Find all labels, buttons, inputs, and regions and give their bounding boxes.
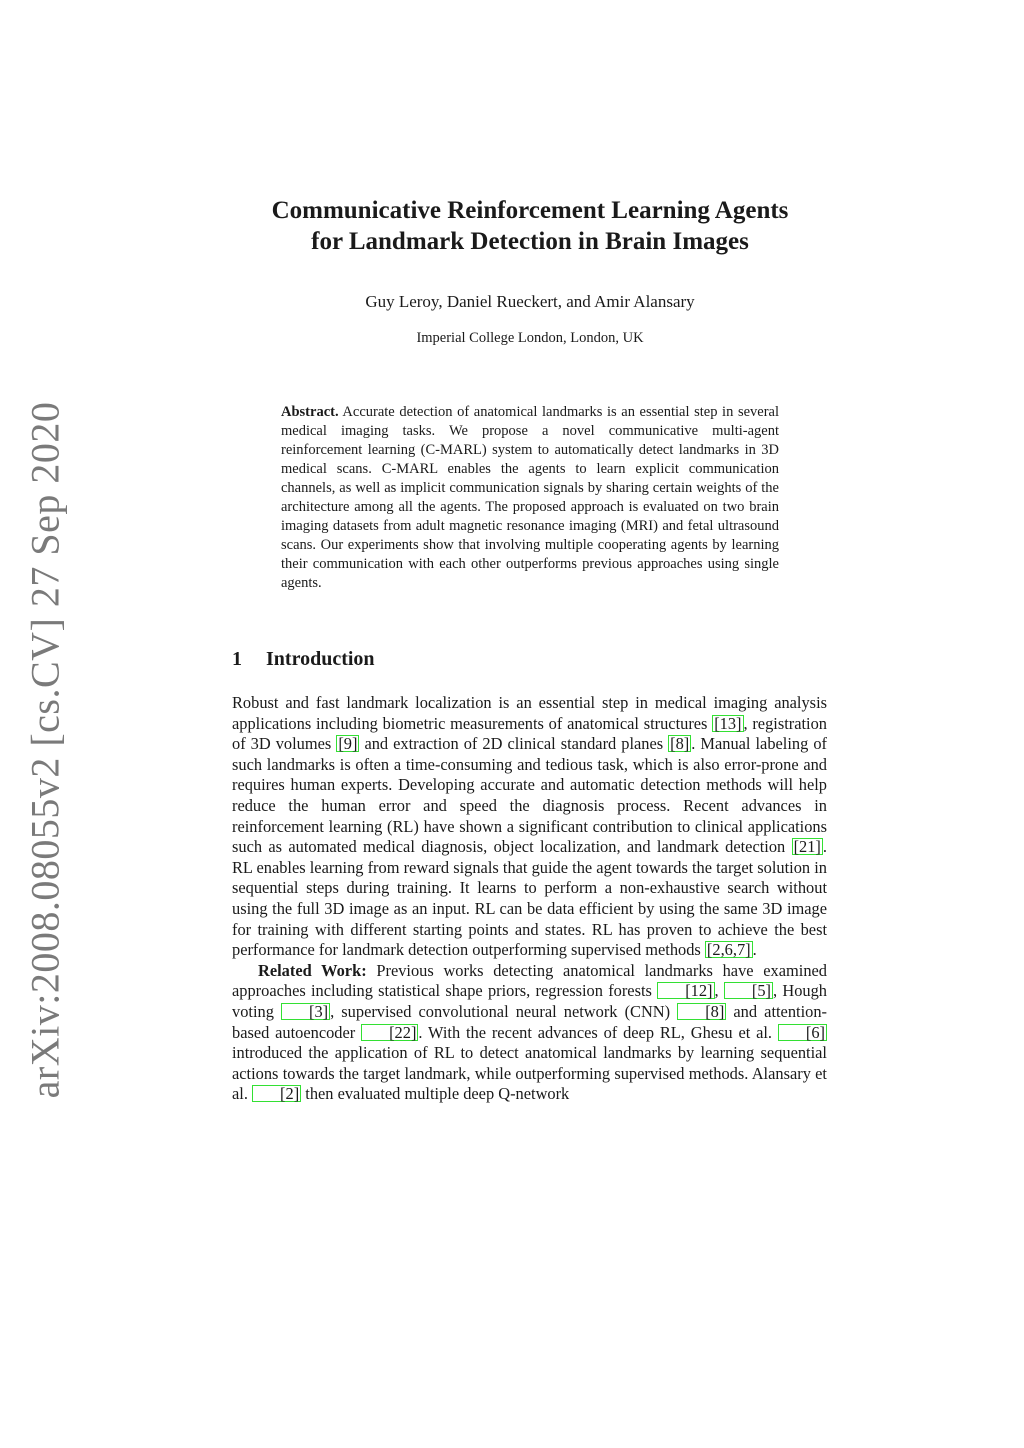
related-text: ,: [714, 981, 724, 1001]
section-number: 1: [232, 648, 242, 670]
intro-text: , registration of 3D volumes: [232, 713, 827, 754]
arxiv-identifier: arXiv:2008.08055v2 [cs.CV] 27 Sep 2020: [22, 401, 68, 1099]
citation-link[interactable]: [5]: [724, 982, 773, 999]
title-line-2: for Landmark Detection in Brain Images: [311, 228, 749, 255]
citation-link[interactable]: [6]: [778, 1024, 827, 1041]
citation-link[interactable]: [8]: [677, 1003, 726, 1020]
related-text: then evaluated multiple deep Q-network: [301, 1084, 570, 1104]
citation-link[interactable]: [9]: [338, 734, 358, 754]
affiliation: Imperial College London, London, UK: [416, 330, 644, 346]
citation-link[interactable]: [2]: [252, 1085, 301, 1102]
abstract-text: Accurate detection of anatomical landmarks is an essential step in several medical imaging tasks. We propose a novel communicative multi-agent reinforcement learning (C-MARL) system to automatically detect landmarks in 3D medical scans. C-MARL enables the agents to learn explicit communication channels, as well as implicit communication signals by sharing certain weights of the architecture among all the agents. The proposed approach is evaluated on two brain imaging datasets from adult magnetic resonance imaging (MRI) and fetal ultrasound scans. Our experiments show that involving multiple cooperating agents by learning their communication with each other outperforms previous approaches using single agents.: [281, 404, 780, 591]
related-text: and attention-based autoencoder: [232, 1001, 827, 1042]
citation-link[interactable]: [3]: [281, 1003, 330, 1020]
abstract: [281, 403, 779, 593]
intro-paragraph: [232, 693, 827, 961]
intro-text: .: [752, 940, 757, 960]
abstract-label: Abstract.: [281, 404, 339, 420]
related-text: . With the recent advances of deep RL, Ghesu et al.: [418, 1022, 773, 1042]
citation-link[interactable]: [12]: [657, 982, 714, 999]
title-line-1: Communicative Reinforcement Learning Agents: [271, 197, 789, 224]
citation-link[interactable]: [22]: [361, 1024, 418, 1041]
intro-text: . RL enables learning from reward signals that guide the agent towards the target solution in sequential steps during training. It learns to perform a non-exhaustive search without using the full 3D image as an input. RL can be data efficient by using the same 3D image for training with different starting points and states. RL has proven to achieve the best performance for landmark detection outperforming supervised methods: [232, 837, 827, 960]
related-work-paragraph: [232, 961, 827, 1105]
intro-text: and extraction of 2D clinical standard planes: [359, 734, 664, 754]
related-work-label: Related Work:: [258, 960, 367, 980]
citation-link[interactable]: [21]: [793, 837, 821, 857]
related-text: introduced the application of RL to detect anatomical landmarks by learning sequential actions towards the target landmark, while outperforming supervised methods. Alansary et al.: [232, 1043, 827, 1104]
author-list: Guy Leroy, Daniel Rueckert, and Amir Alansary: [365, 292, 695, 311]
citation-link[interactable]: [13]: [714, 713, 742, 733]
section-heading-introduction: [232, 648, 375, 671]
related-text: Previous works detecting anatomical landmarks have examined approaches including statistical shape priors, regression forests: [232, 960, 827, 1001]
paper-title: [200, 195, 860, 257]
introduction-body: [232, 693, 827, 1105]
citation-link[interactable]: [8]: [670, 734, 690, 754]
related-text: , Hough voting: [232, 981, 827, 1021]
intro-text: Robust and fast landmark localization is an essential step in medical imaging analysis applications including biometric measurements of anatomical structures: [232, 693, 827, 733]
citation-link[interactable]: [2,6,7]: [706, 940, 751, 960]
intro-text: . Manual labeling of such landmarks is often a time-consuming and tedious task, which is also error-prone and requires human experts. Developing accurate and automatic detection methods will help reduce the human error and speed the diagnosis process. Recent advances in reinforcement learning (RL) have shown a significant contribution to clinical applications such as automated medical diagnosis, object localization, and landmark detection: [232, 734, 827, 857]
section-title: Introduction: [266, 648, 375, 670]
related-text: , supervised convolutional neural network (CNN): [330, 1001, 671, 1021]
